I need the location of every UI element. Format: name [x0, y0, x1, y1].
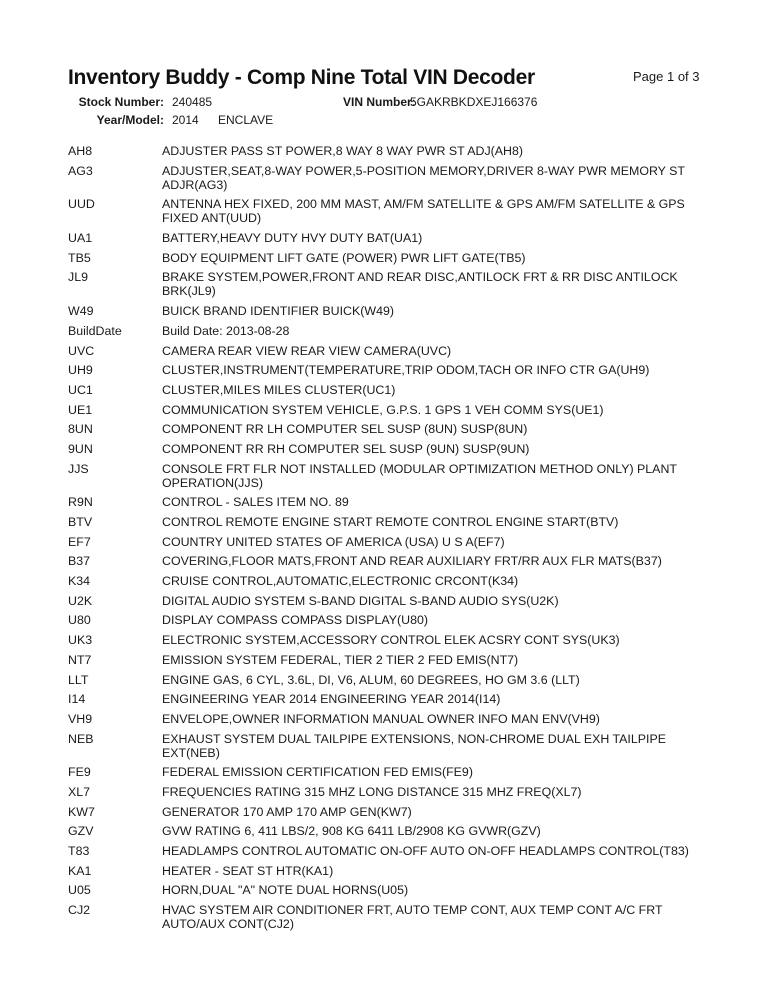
option-code-row [68, 903, 709, 931]
option-code: NT7 [68, 652, 92, 667]
option-code: U80 [68, 613, 91, 628]
option-code-row [68, 324, 709, 338]
option-code: 9UN [68, 441, 93, 456]
page-title: Inventory Buddy - Comp Nine Total VIN Decoder [68, 66, 535, 89]
option-code: UC1 [68, 382, 93, 397]
option-code: JL9 [68, 270, 88, 285]
vehicle-meta [0, 95, 773, 131]
option-code-row [68, 574, 709, 588]
option-code: AH8 [68, 144, 93, 158]
option-code-row [68, 164, 709, 192]
option-code-row [68, 422, 709, 436]
option-description: GENERATOR 170 AMP 170 AMP GEN(KW7) [162, 804, 412, 819]
option-description: BRAKE SYSTEM,POWER,FRONT AND REAR DISC,ANTILOCK FRT & RR DISC ANTILOCK BRK(JL9) [162, 270, 678, 299]
option-code-row [68, 442, 709, 456]
option-code-row [68, 344, 709, 358]
model-value: ENCLAVE [218, 113, 274, 127]
option-description: GVW RATING 6, 411 LBS/2, 908 KG 6411 LB/2908 KG GVWR(GZV) [162, 824, 541, 839]
option-description: ADJUSTER,SEAT,8-WAY POWER,5-POSITION MEMORY,DRIVER 8-WAY PWR MEMORY ST ADJR(AG3) [162, 163, 685, 192]
option-code-row [68, 403, 709, 417]
option-code: GZV [68, 824, 94, 839]
option-code: XL7 [68, 784, 91, 799]
option-code-row [68, 535, 709, 549]
option-code-row [68, 785, 709, 799]
option-code: AG3 [68, 163, 93, 178]
option-code: 8UN [68, 422, 93, 437]
option-code: BTV [68, 515, 93, 529]
option-description: HORN,DUAL "A" NOTE DUAL HORNS(U05) [162, 883, 409, 898]
option-code: EF7 [68, 534, 91, 549]
option-code: FE9 [68, 765, 91, 780]
option-description: ENVELOPE,OWNER INFORMATION MANUAL OWNER INFO MAN ENV(VH9) [162, 711, 600, 726]
year-model-label: Year/Model: [96, 113, 164, 127]
option-description: BODY EQUIPMENT LIFT GATE (POWER) PWR LIFT GATE(TB5) [162, 250, 526, 265]
option-code: TB5 [68, 250, 91, 265]
option-code-row [68, 653, 709, 667]
option-description: HEADLAMPS CONTROL AUTOMATIC ON-OFF AUTO ON-OFF HEADLAMPS CONTROL(T83) [162, 844, 689, 858]
option-code: T83 [68, 844, 90, 858]
vin-number-label: VIN Number: [343, 95, 416, 109]
option-code-row [68, 251, 709, 265]
option-code-row [68, 231, 709, 245]
option-code: R9N [68, 495, 93, 510]
option-code: UA1 [68, 231, 93, 246]
option-description: ADJUSTER PASS ST POWER,8 WAY 8 WAY PWR ST ADJ(AH8) [162, 144, 524, 158]
option-code: KA1 [68, 863, 92, 878]
option-code-row [68, 270, 709, 298]
option-code-row [68, 824, 709, 838]
option-description: COMPONENT RR RH COMPUTER SEL SUSP (9UN) SUSP(9UN) [162, 441, 530, 456]
option-code-row [68, 515, 709, 529]
option-code-row [68, 613, 709, 627]
option-code: NEB [68, 731, 94, 746]
option-description: BATTERY,HEAVY DUTY HVY DUTY BAT(UA1) [162, 231, 423, 246]
option-code-row [68, 197, 709, 225]
option-description: DISPLAY COMPASS COMPASS DISPLAY(U80) [162, 613, 429, 628]
option-code: K34 [68, 574, 91, 589]
option-description: Build Date: 2013-08-28 [162, 323, 290, 338]
option-description: EMISSION SYSTEM FEDERAL, TIER 2 TIER 2 FED EMIS(NT7) [162, 652, 519, 667]
option-description: COVERING,FLOOR MATS,FRONT AND REAR AUXILIARY FRT/RR AUX FLR MATS(B37) [162, 554, 662, 569]
option-code-row [68, 844, 709, 858]
option-code: UVC [68, 343, 95, 358]
option-code-row [68, 304, 709, 318]
option-code: JJS [68, 461, 89, 476]
option-code-row [68, 673, 709, 687]
option-description: DIGITAL AUDIO SYSTEM S-BAND DIGITAL S-BAND AUDIO SYS(U2K) [162, 593, 559, 608]
option-code: UK3 [68, 633, 93, 648]
option-code: B37 [68, 554, 91, 569]
option-code: KW7 [68, 804, 95, 819]
option-description: FREQUENCIES RATING 315 MHZ LONG DISTANCE 315 MHZ FREQ(XL7) [162, 784, 582, 799]
option-description: FEDERAL EMISSION CERTIFICATION FED EMIS(FE9) [162, 765, 473, 780]
option-description: ENGINEERING YEAR 2014 ENGINEERING YEAR 2014(I14) [162, 692, 501, 707]
stock-vin-row [0, 95, 773, 113]
option-description: CLUSTER,INSTRUMENT(TEMPERATURE,TRIP ODOM,TACH OR INFO CTR GA(UH9) [162, 363, 650, 378]
option-code-row [68, 383, 709, 397]
option-code: W49 [68, 304, 94, 319]
option-description: ELECTRONIC SYSTEM,ACCESSORY CONTROL ELEK ACSRY CONT SYS(UK3) [162, 633, 620, 648]
option-code: U05 [68, 883, 91, 898]
option-description: CRUISE CONTROL,AUTOMATIC,ELECTRONIC CRCONT(K34) [162, 574, 519, 589]
option-code: I14 [68, 692, 86, 707]
option-code: CJ2 [68, 903, 91, 918]
option-code-row [68, 864, 709, 878]
option-code-row [68, 495, 709, 509]
vin-number-value: 5GAKRBKDXEJ166376 [410, 95, 538, 109]
option-description: HEATER - SEAT ST HTR(KA1) [162, 863, 334, 878]
option-description: CONSOLE FRT FLR NOT INSTALLED (MODULAR OPTIMIZATION METHOD ONLY) PLANT OPERATION(JJS) [162, 461, 677, 490]
option-code: UE1 [68, 402, 93, 417]
document-header [68, 66, 728, 90]
option-code-row [68, 765, 709, 779]
option-code: UH9 [68, 363, 93, 378]
option-description: ANTENNA HEX FIXED, 200 MM MAST, AM/FM SATELLITE & GPS AM/FM SATELLITE & GPS FIXED ANT(UUD) [162, 197, 685, 226]
option-description: COUNTRY UNITED STATES OF AMERICA (USA) U S A(EF7) [162, 534, 505, 549]
option-description: COMPONENT RR LH COMPUTER SEL SUSP (8UN) SUSP(8UN) [162, 422, 528, 437]
page-number: Page 1 of 3 [633, 69, 700, 84]
option-code: LLT [68, 672, 89, 687]
option-code-list [68, 144, 709, 937]
option-code: UUD [68, 197, 95, 212]
option-description: CLUSTER,MILES MILES CLUSTER(UC1) [162, 382, 396, 397]
option-description: BUICK BRAND IDENTIFIER BUICK(W49) [162, 304, 395, 319]
option-code: BuildDate [68, 323, 122, 338]
option-code-row [68, 633, 709, 647]
option-code-row [68, 712, 709, 726]
option-description: COMMUNICATION SYSTEM VEHICLE, G.P.S. 1 GPS 1 VEH COMM SYS(UE1) [162, 402, 604, 417]
stock-number-value: 240485 [172, 95, 213, 109]
option-code-row [68, 732, 709, 760]
year-model-row [0, 113, 773, 131]
option-code-row [68, 554, 709, 568]
option-description: CONTROL - SALES ITEM NO. 89 [162, 495, 349, 510]
option-description: EXHAUST SYSTEM DUAL TAILPIPE EXTENSIONS, NON-CHROME DUAL EXH TAILPIPE EXT(NEB) [162, 731, 667, 760]
option-description: ENGINE GAS, 6 CYL, 3.6L, DI, V6, ALUM, 60 DEGREES, HO GM 3.6 (LLT) [162, 672, 580, 687]
option-code-row [68, 594, 709, 608]
option-description: HVAC SYSTEM AIR CONDITIONER FRT, AUTO TEMP CONT, AUX TEMP CONT A/C FRT AUTO/AUX CONT(CJ2) [162, 903, 663, 932]
stock-number-label: Stock Number: [78, 95, 164, 109]
option-code: VH9 [68, 711, 93, 726]
option-code-row [68, 144, 709, 158]
option-code-row [68, 462, 709, 490]
option-code-row [68, 883, 709, 897]
year-value: 2014 [172, 113, 199, 127]
option-code: U2K [68, 593, 93, 608]
option-code-row [68, 363, 709, 377]
option-code-row [68, 692, 709, 706]
option-code-row [68, 805, 709, 819]
option-description: CONTROL REMOTE ENGINE START REMOTE CONTROL ENGINE START(BTV) [162, 515, 619, 529]
option-description: CAMERA REAR VIEW REAR VIEW CAMERA(UVC) [162, 343, 452, 358]
